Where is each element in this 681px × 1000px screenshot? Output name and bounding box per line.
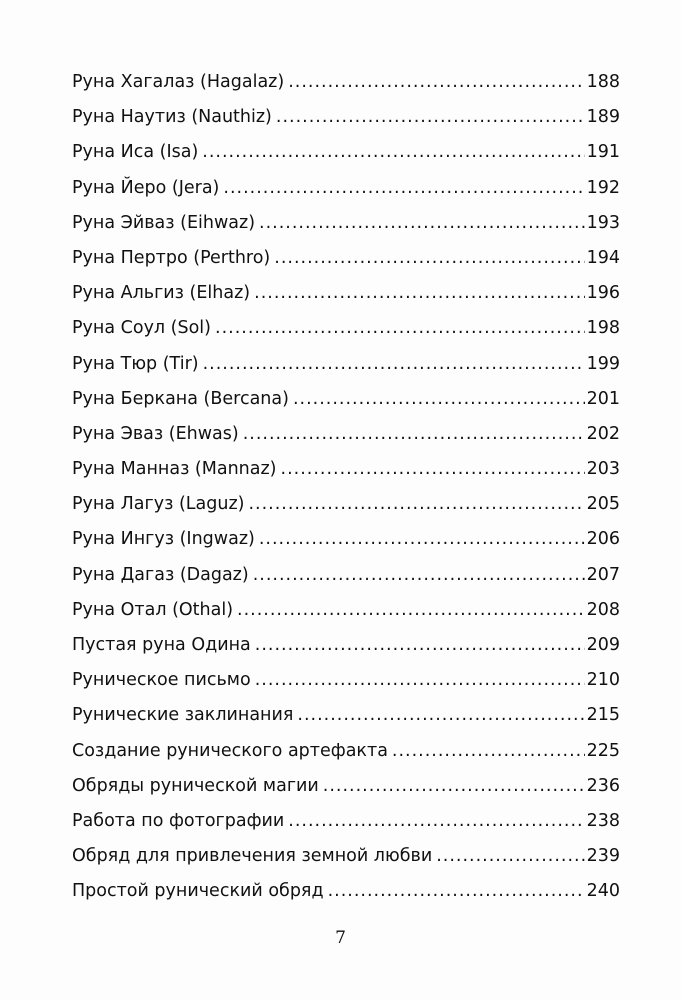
toc-entry-title: Руна Пертро (Perthro) <box>72 247 271 268</box>
toc-entry-page: 191 <box>586 142 620 163</box>
toc-entry-page: 240 <box>586 881 620 902</box>
toc-dot-leader <box>255 670 585 690</box>
toc-entry <box>72 283 620 318</box>
toc-dot-leader <box>243 424 585 444</box>
toc-entry-title: Руна Хагалаз (Hagalaz) <box>72 72 285 92</box>
toc-entry-page: 193 <box>586 212 620 233</box>
toc-entry <box>72 389 620 424</box>
toc-entry <box>72 705 620 740</box>
toc-entry-page: 238 <box>586 810 620 831</box>
toc-entry-title: Рунические заклинания <box>72 705 294 726</box>
toc-entry-title: Руна Соул (Sol) <box>72 318 212 339</box>
toc-entry-title: Обряд для привлечения земной любви <box>72 846 433 867</box>
toc-dot-leader <box>248 494 584 514</box>
toc-entry <box>72 248 620 283</box>
toc-entry-page: 189 <box>586 107 620 128</box>
toc-entry-page: 188 <box>586 72 620 92</box>
toc-entry-page: 192 <box>586 177 620 198</box>
toc-entry <box>72 107 620 142</box>
toc-entry-page: 205 <box>586 494 620 515</box>
toc-entry-page: 236 <box>586 775 620 796</box>
toc-entry <box>72 881 620 916</box>
toc-dot-leader <box>323 776 585 796</box>
toc-entry <box>72 72 620 107</box>
toc-dot-leader <box>254 283 584 303</box>
page-number: 7 <box>335 928 346 948</box>
toc-entry-title: Руна Манназ (Mannaz) <box>72 459 277 480</box>
toc-entry-title: Руна Дагаз (Dagaz) <box>72 564 249 585</box>
toc-entry-title: Обряды рунической магии <box>72 775 319 796</box>
toc-entry-page: 198 <box>586 318 620 339</box>
toc-dot-leader <box>259 529 585 549</box>
toc-entry-title: Руническое письмо <box>72 670 251 691</box>
toc-entry-title: Руна Эйваз (Eihwaz) <box>72 212 256 233</box>
toc-entry-page: 209 <box>586 635 620 655</box>
toc-entry-title: Простой рунический обряд <box>72 881 324 902</box>
toc-dot-leader <box>253 565 585 585</box>
toc-dot-leader <box>255 635 585 655</box>
toc-entry <box>72 600 620 635</box>
toc-entry <box>72 635 620 670</box>
toc-dot-leader <box>215 318 585 338</box>
toc-entry-page: 194 <box>586 247 620 268</box>
toc-dot-leader <box>237 600 585 620</box>
toc-entry <box>72 213 620 248</box>
toc-entry-title: Руна Лагуз (Laguz) <box>72 494 245 515</box>
toc-dot-leader <box>223 178 584 198</box>
toc-entry-page: 210 <box>586 670 620 691</box>
toc-dot-leader <box>297 705 584 725</box>
toc-entry-page: 239 <box>586 846 620 867</box>
toc-dot-leader <box>274 248 584 268</box>
toc-dot-leader <box>276 107 585 127</box>
toc-dot-leader <box>293 389 585 409</box>
toc-dot-leader <box>288 811 584 831</box>
table-of-contents <box>72 72 620 917</box>
toc-entry-page: 206 <box>586 529 620 550</box>
toc-entry <box>72 776 620 811</box>
toc-entry <box>72 529 620 564</box>
toc-entry-title: Пустая руна Одина <box>72 635 251 655</box>
toc-entry-title: Руна Йеро (Jera) <box>72 177 220 198</box>
toc-dot-leader <box>259 213 585 233</box>
toc-entry-title: Работа по фотографии <box>72 810 285 831</box>
toc-dot-leader <box>202 142 584 162</box>
toc-entry-page: 203 <box>586 459 620 480</box>
toc-entry-title: Руна Альгиз (Elhaz) <box>72 283 251 304</box>
toc-entry <box>72 811 620 846</box>
toc-entry-page: 196 <box>586 283 620 304</box>
toc-entry-page: 225 <box>586 740 620 761</box>
toc-entry <box>72 354 620 389</box>
toc-entry <box>72 142 620 177</box>
toc-entry-title: Создание рунического артефакта <box>72 740 388 761</box>
toc-entry <box>72 424 620 459</box>
toc-entry <box>72 565 620 600</box>
toc-dot-leader <box>392 741 585 761</box>
toc-entry-title: Руна Эваз (Ehwas) <box>72 423 239 444</box>
toc-entry-title: Руна Беркана (Bercana) <box>72 388 289 409</box>
toc-entry-page: 215 <box>586 705 620 726</box>
toc-entry <box>72 741 620 776</box>
toc-entry-page: 202 <box>586 423 620 444</box>
toc-entry-title: Руна Иса (Isa) <box>72 142 199 163</box>
toc-entry <box>72 494 620 529</box>
toc-entry <box>72 670 620 705</box>
toc-entry-title: Руна Ингуз (Ingwaz) <box>72 529 255 550</box>
toc-dot-leader <box>203 354 585 374</box>
toc-entry <box>72 318 620 353</box>
toc-dot-leader <box>288 72 584 92</box>
toc-entry-title: Руна Тюр (Tir) <box>72 353 199 374</box>
toc-dot-leader <box>281 459 585 479</box>
toc-entry <box>72 846 620 881</box>
toc-entry-title: Руна Наутиз (Nauthiz) <box>72 107 272 128</box>
toc-entry-page: 207 <box>586 564 620 585</box>
toc-dot-leader <box>328 881 585 901</box>
toc-entry <box>72 178 620 213</box>
toc-entry-page: 201 <box>586 388 620 409</box>
toc-entry-title: Руна Отал (Othal) <box>72 599 234 620</box>
toc-dot-leader <box>436 846 584 866</box>
toc-entry-page: 208 <box>586 599 620 620</box>
toc-entry-page: 199 <box>586 353 620 374</box>
toc-entry <box>72 459 620 494</box>
